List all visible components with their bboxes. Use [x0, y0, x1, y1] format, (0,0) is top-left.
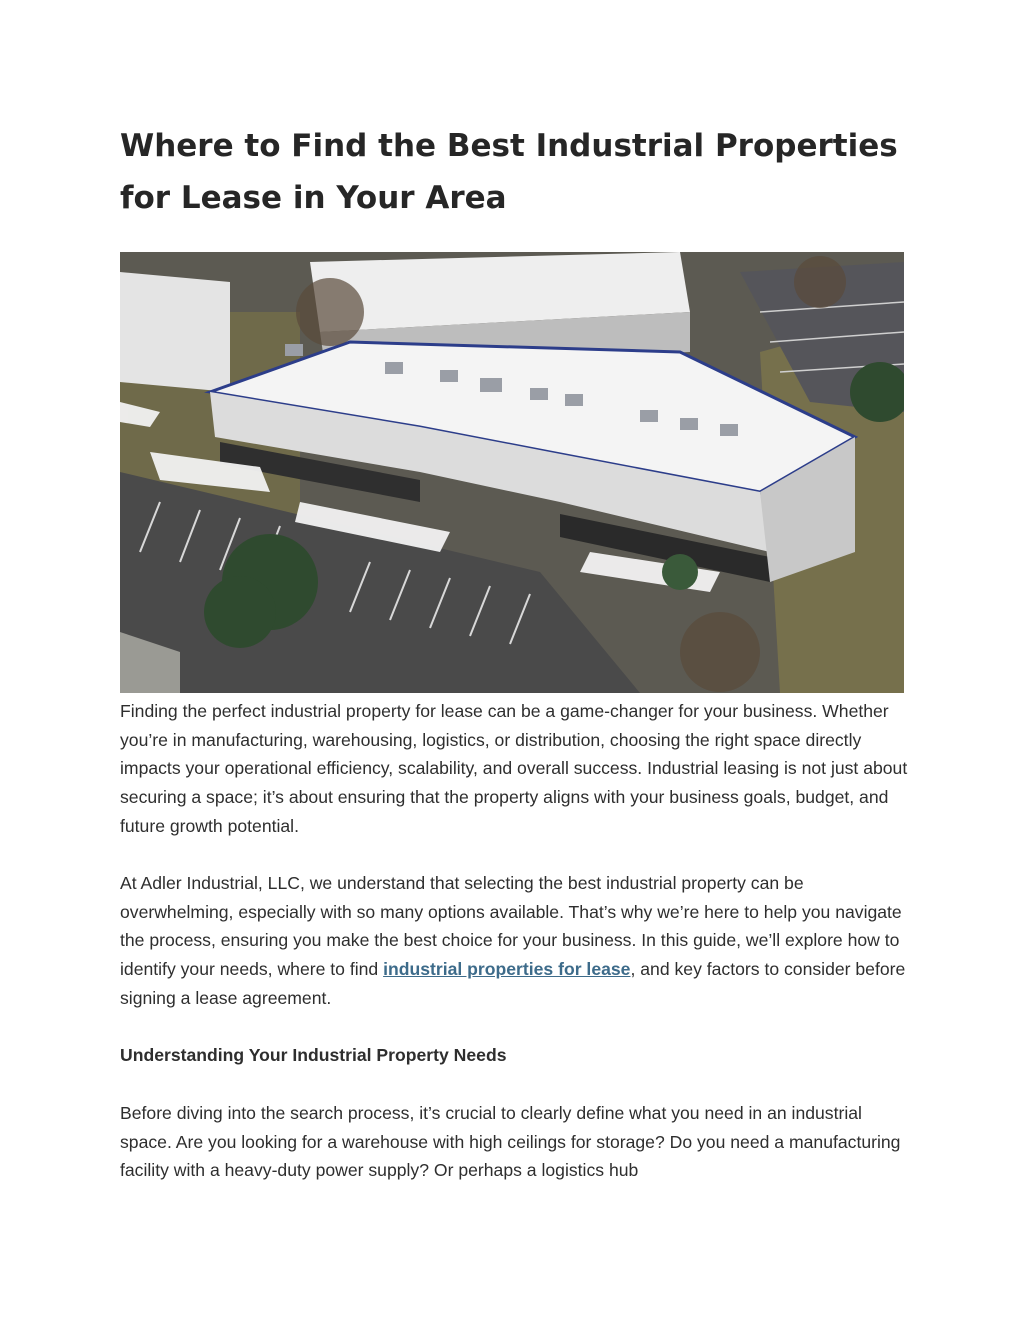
- aerial-building-photo: [120, 252, 904, 693]
- adler-paragraph-text-after: , and key factors to consider before signing a lease agreement.: [120, 959, 906, 1008]
- adler-paragraph: [120, 869, 910, 1013]
- needs-paragraph: Before diving into the search process, it’s crucial to clearly define what you need in an industrial space. Are you looking for a warehouse with high ceilings for storage? Do you need a manufacturing facility with a heavy-duty power supply? Or perhaps a logistics hub: [120, 1103, 901, 1181]
- adler-paragraph-text-before: At Adler Industrial, LLC, we understand that selecting the best industrial property can be overwhelming, especially with so many options available. That’s why we’re here to help you navigate the process, ensuring you make the best choice for your business. In this guide, we’ll explore how to identify your needs, where to find: [120, 873, 902, 980]
- section-heading: Understanding Your Industrial Property Needs: [120, 1045, 507, 1065]
- industrial-properties-link[interactable]: industrial properties for lease: [383, 959, 631, 980]
- article-title: Where to Find the Best Industrial Properties for Lease in Your Area: [120, 128, 898, 216]
- intro-paragraph: Finding the perfect industrial property for lease can be a game-changer for your business. Whether you’re in manufacturing, warehousing, logistics, or distribution, choosing the right space directly impacts your operational efficiency, scalability, and overall success. Industrial leasing is not just about securing a space; it’s about ensuring that the property aligns with your business goals, budget, and future growth potential.: [120, 701, 908, 836]
